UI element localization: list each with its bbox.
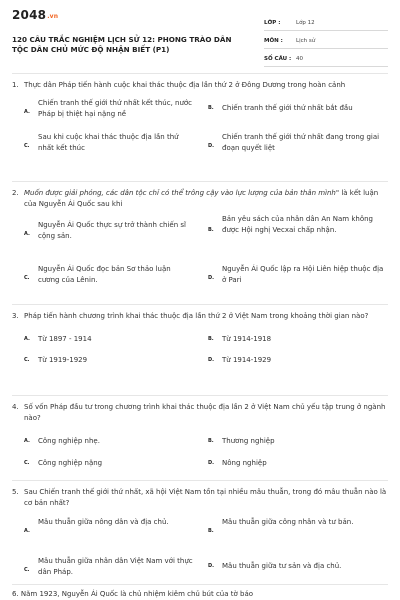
option-letter: B. bbox=[208, 227, 214, 233]
meta-value: 40 bbox=[296, 56, 303, 62]
option-letter: B. bbox=[208, 105, 214, 111]
question-1 bbox=[12, 80, 388, 181]
option-text: Công nghiệp nhẹ. bbox=[38, 437, 100, 445]
question-5 bbox=[12, 487, 388, 599]
question-2 bbox=[12, 188, 388, 300]
option-text: Nông nghiệp bbox=[222, 459, 267, 467]
divider bbox=[12, 304, 388, 305]
divider bbox=[12, 73, 388, 74]
question-number: 3. bbox=[12, 312, 19, 320]
divider bbox=[12, 181, 388, 182]
question-number: 2. bbox=[12, 189, 19, 197]
option-text: Mâu thuẫn giữa công nhân và tư bản. bbox=[222, 518, 354, 526]
logo-text: 2048 bbox=[12, 8, 47, 22]
logo-suffix: .vn bbox=[47, 13, 59, 20]
option-text: Từ 1914-1929 bbox=[222, 356, 272, 364]
options bbox=[12, 513, 388, 599]
question-stem bbox=[12, 80, 388, 91]
question-number: 4. bbox=[12, 403, 19, 411]
question-text: là kết luận của Nguyễn Ái Quốc sau khi bbox=[24, 189, 379, 208]
option-text: Mâu thuẫn giữa tư sản và địa chủ. bbox=[222, 562, 342, 570]
option-letter: C. bbox=[24, 460, 30, 466]
option-text: Sau khi cuộc khai thác thuộc địa lần thứ nhất kết thúc bbox=[38, 133, 179, 152]
option-letter: A. bbox=[24, 336, 30, 342]
option-letter: C. bbox=[24, 143, 30, 149]
options bbox=[12, 214, 388, 300]
meta-class bbox=[264, 16, 388, 31]
option-letter: A. bbox=[24, 109, 30, 115]
option-letter: A. bbox=[24, 528, 30, 534]
question-stem bbox=[12, 402, 388, 424]
option-text: Từ 1919-1929 bbox=[38, 356, 88, 364]
option-text: Mâu thuẫn giữa nhân dân Việt Nam với thực dân Pháp. bbox=[38, 557, 193, 576]
option-text: Công nghiệp nặng bbox=[38, 459, 103, 467]
meta-info bbox=[264, 16, 388, 70]
option-letter: C. bbox=[24, 567, 30, 573]
question-number: 1. bbox=[12, 81, 19, 89]
question-stem bbox=[12, 311, 388, 322]
option-letter: B. bbox=[208, 528, 214, 534]
option-text: Chiến tranh thế giới thứ nhất kết thúc, nước Pháp bị thiệt hại nặng nề bbox=[38, 99, 193, 118]
option-letter: B. bbox=[208, 438, 214, 444]
site-logo[interactable] bbox=[12, 8, 58, 22]
option-text: Mâu thuẫn giữa nông dân và địa chủ. bbox=[38, 518, 169, 526]
divider bbox=[12, 395, 388, 396]
option-letter: A. bbox=[24, 231, 30, 237]
meta-count bbox=[264, 52, 388, 67]
meta-value: Lớp 12 bbox=[296, 20, 315, 26]
option-letter: D. bbox=[208, 143, 215, 149]
option-text: Bản yêu sách của nhân dân An Nam không được Hội nghị Vecxai chấp nhận. bbox=[222, 215, 374, 234]
divider bbox=[12, 480, 388, 481]
question-stem bbox=[12, 487, 388, 509]
question-text: Sau Chiến tranh thế giới thứ nhất, xã hội Việt Nam tồn tại nhiều mâu thuẫn, trong đó mâu thuẫn nào là cơ bản nhất? bbox=[24, 488, 387, 507]
option-text: Nguyễn Ái Quốc lập ra Hội Liên hiệp thuộc địa ở Pari bbox=[222, 265, 384, 284]
cut-off-question: 6. Năm 1923, Nguyễn Ái Quốc là chủ nhiệm kiêm chủ bút của tờ báo bbox=[12, 590, 254, 598]
meta-key: MÔN : bbox=[264, 38, 283, 44]
question-text: Số vốn Pháp đầu tư trong chương trình khai thác thuộc địa lần 2 ở Việt Nam chủ yếu tập trung ở ngành nào? bbox=[24, 403, 386, 422]
options bbox=[12, 95, 388, 181]
option-text: Chiến tranh thế giới thứ nhất bắt đầu bbox=[222, 104, 353, 112]
meta-key: LỚP : bbox=[264, 20, 281, 26]
option-letter: D. bbox=[208, 357, 215, 363]
options bbox=[12, 326, 388, 412]
option-letter: D. bbox=[208, 460, 215, 466]
document-header bbox=[12, 8, 388, 64]
meta-value: Lịch sử bbox=[296, 38, 316, 44]
option-text: Từ 1897 - 1914 bbox=[38, 335, 92, 343]
question-number: 5. bbox=[12, 488, 19, 496]
option-text: Nguyễn Ái Quốc đọc bản Sơ thảo luận cương của Lênin. bbox=[38, 265, 171, 284]
option-text: Từ 1914-1918 bbox=[222, 335, 272, 343]
question-stem bbox=[12, 188, 388, 210]
option-letter: D. bbox=[208, 275, 215, 281]
option-letter: C. bbox=[24, 275, 30, 281]
question-text: Thực dân Pháp tiến hành cuộc khai thác thuộc địa lần thứ 2 ở Đông Dương trong hoàn cảnh bbox=[24, 81, 346, 89]
option-text: Nguyễn Ái Quốc thực sự trở thành chiến sĩ cộng sản. bbox=[38, 221, 186, 240]
divider bbox=[12, 584, 388, 585]
option-letter: B. bbox=[208, 336, 214, 342]
option-letter: C. bbox=[24, 357, 30, 363]
meta-subject bbox=[264, 34, 388, 49]
document-title: 120 CÂU TRẮC NGHIỆM LỊCH SỬ 12: PHONG TRÀO DÂN TỘC DÂN CHỦ MỨC ĐỘ NHẬN BIẾT (P1) bbox=[12, 35, 232, 54]
option-letter: D. bbox=[208, 563, 215, 569]
question-3 bbox=[12, 311, 388, 412]
option-text: Chiến tranh thế giới thứ nhất đang trong giai đoạn quyết liệt bbox=[222, 133, 380, 152]
meta-key: SỐ CÂU : bbox=[264, 56, 292, 62]
question-quote: Muốn được giải phóng, các dân tộc chỉ có thể trông cậy vào lực lượng của bản thân mình" bbox=[24, 189, 340, 197]
option-letter: A. bbox=[24, 438, 30, 444]
option-text: Thương nghiệp bbox=[222, 437, 275, 445]
question-text: Pháp tiến hành chương trình khai thác thuộc địa lần thứ 2 ở Việt Nam trong khoảng thời gian nào? bbox=[24, 312, 369, 320]
